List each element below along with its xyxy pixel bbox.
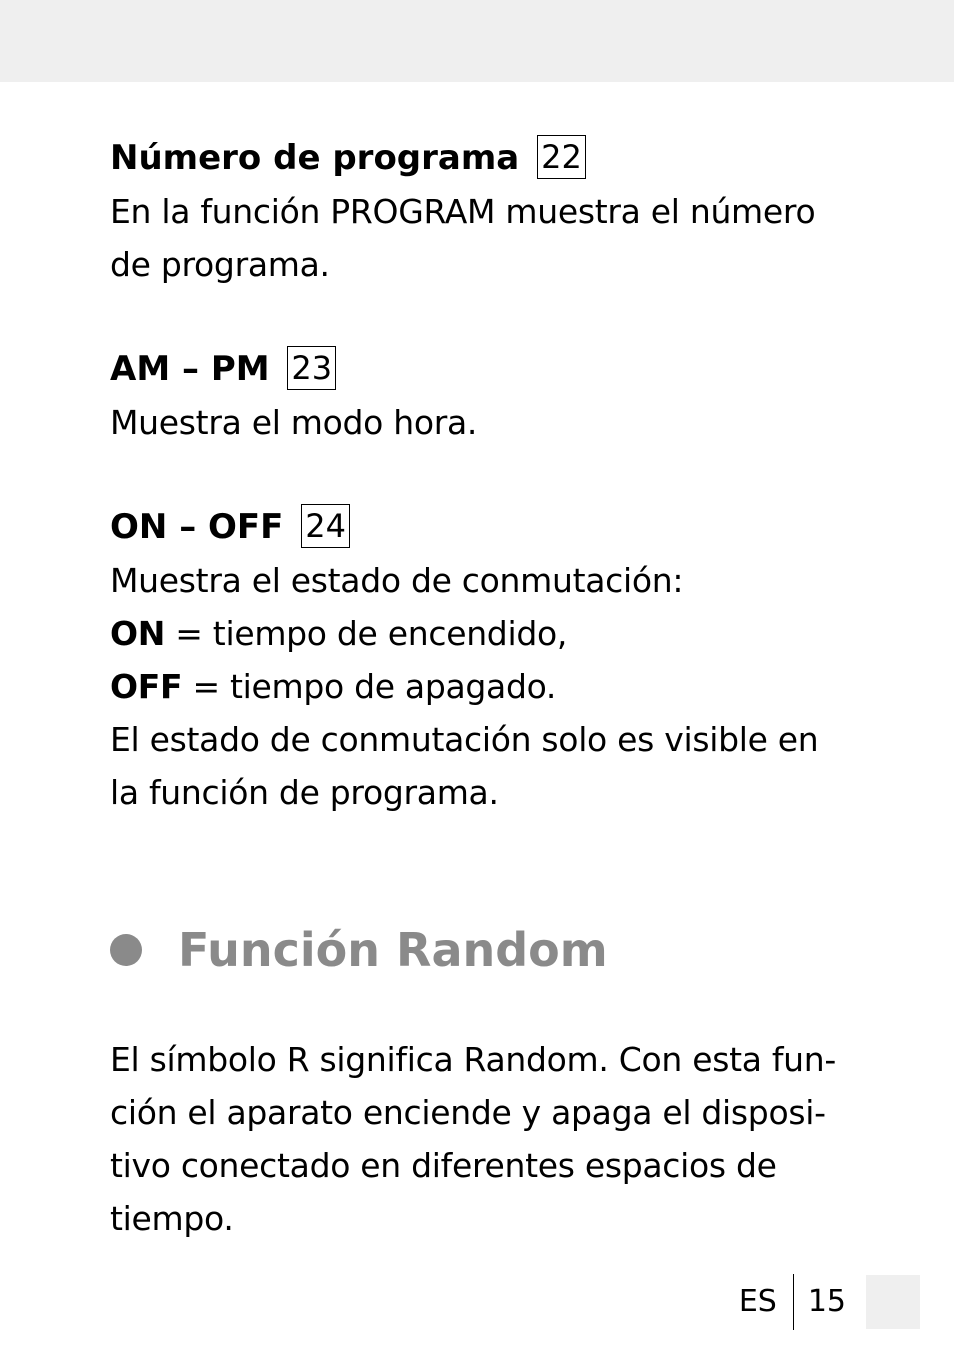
language-code: ES xyxy=(739,1274,794,1330)
random-body xyxy=(110,1033,890,1245)
page-tab-marker xyxy=(866,1275,920,1329)
section-heading-on-off xyxy=(110,501,890,554)
body-line: de programa. xyxy=(110,245,330,284)
on-label: ON xyxy=(110,614,166,653)
body-line: El símbolo R significa Random. Con esta fun- xyxy=(110,1040,836,1079)
heading-text: ON – OFF xyxy=(110,507,284,547)
body-line: tiempo. xyxy=(110,1199,234,1238)
on-definition xyxy=(110,607,890,660)
random-title-text: Función Random xyxy=(178,923,608,977)
random-section-title xyxy=(110,920,608,980)
section-heading-program-number xyxy=(110,132,890,185)
on-text: = tiempo de encendido, xyxy=(165,614,568,653)
body-line: la función de programa. xyxy=(110,773,499,812)
body-line: Muestra el modo hora. xyxy=(110,403,478,442)
body-line: Muestra el estado de conmutación: xyxy=(110,561,684,600)
body-line: ción el aparato enciende y apaga el disposi- xyxy=(110,1093,826,1132)
reference-number: 23 xyxy=(287,346,336,390)
off-definition xyxy=(110,660,890,713)
off-text: = tiempo de apagado. xyxy=(182,667,557,706)
header-band xyxy=(0,0,954,82)
heading-text: AM – PM xyxy=(110,349,270,389)
page-content xyxy=(110,132,890,819)
page-number: 15 xyxy=(807,1284,846,1319)
reference-number: 22 xyxy=(537,135,586,179)
body-line: En la función PROGRAM muestra el número xyxy=(110,192,816,231)
heading-text: Número de programa xyxy=(110,138,520,178)
body-line: El estado de conmutación solo es visible en xyxy=(110,720,819,759)
reference-number: 24 xyxy=(301,504,350,548)
bullet-icon xyxy=(110,934,142,966)
off-label: OFF xyxy=(110,667,183,706)
page-footer xyxy=(739,1274,954,1330)
section-heading-am-pm xyxy=(110,343,890,396)
body-line: tivo conectado en diferentes espacios de xyxy=(110,1146,777,1185)
